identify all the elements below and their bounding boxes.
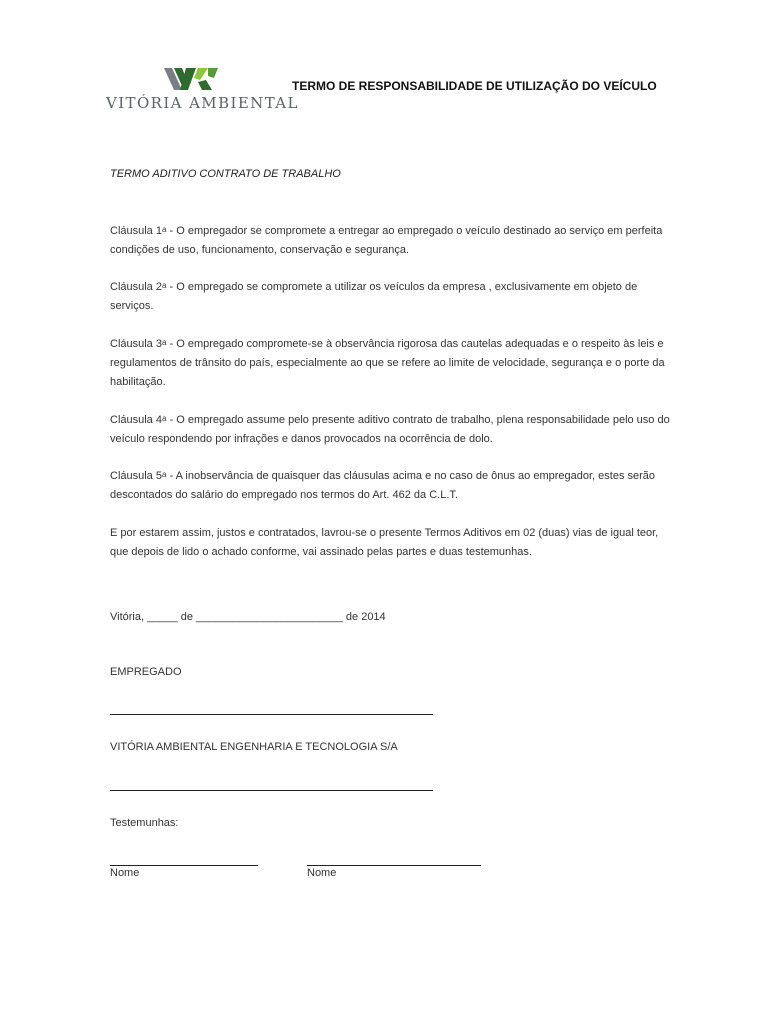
- date-line: Vitória, _____ de ________________________ de 2014: [110, 611, 386, 623]
- clause-3: Cláusula 3$^a$ - O empregado compromete-se à observância rigorosa das cautelas adequadas e o respeito às leis e regulamentos de trânsito do país, especialmente ao que se refere ao limite de velocidade, segurança e o porte da habilitação.: [110, 338, 665, 388]
- clause-2: Cláusula 2$^a$ - O empregado se compromete a utilizar os veículos da empresa , exclusivamente em objeto de serviços.: [110, 281, 638, 312]
- witness-1-signature-line: [110, 865, 258, 866]
- witness-2-name-label: Nome: [307, 867, 337, 879]
- company-logo: [106, 66, 299, 116]
- document-subtitle: TERMO ADITIVO CONTRATO DE TRABALHO: [110, 168, 341, 180]
- clause-1: Cláusula 1$^a$ - O empregador se compromete a entregar ao empregado o veículo destinado ao serviço em perfeita condições de uso, funcionamento, conservação e segurança.: [110, 225, 663, 256]
- witness-2-signature-line: [307, 865, 481, 866]
- witness-1-name-label: Nome: [110, 867, 140, 879]
- employee-label: EMPREGADO: [110, 666, 182, 678]
- company-label: VITÓRIA AMBIENTAL ENGENHARIA E TECNOLOGIA S/A: [110, 741, 398, 753]
- clause-5: Cláusula 5$^a$ - A inobservância de quaisquer das cláusulas acima e no caso de ônus ao empregador, estes serão descontados do salário do empregado nos termos do Art. 462 da C.L.T.: [110, 470, 656, 501]
- document-title: TERMO DE RESPONSABILIDADE DE UTILIZAÇÃO DO VEÍCULO: [292, 79, 657, 93]
- clause-4: Cláusula 4$^a$ - O empregado assume pelo presente aditivo contrato de trabalho, plena responsabilidade pelo uso do veículo respondendo por infrações e danos provocados na ocorrência de dolo.: [110, 414, 670, 445]
- closing-paragraph: E por estarem assim, justos e contratados, lavrou-se o presente Termos Aditivos em 02 (duas) vias de igual teor, que depois de lido o achado conforme, vai assinado pelas partes e duas testemunhas.: [110, 527, 659, 558]
- company-signature-line: [110, 790, 433, 791]
- logo-mark-icon: [164, 66, 224, 92]
- witnesses-label: Testemunhas:: [110, 817, 179, 829]
- employee-signature-line: [110, 714, 433, 715]
- logo-text: VITÓRIA AMBIENTAL: [106, 94, 299, 112]
